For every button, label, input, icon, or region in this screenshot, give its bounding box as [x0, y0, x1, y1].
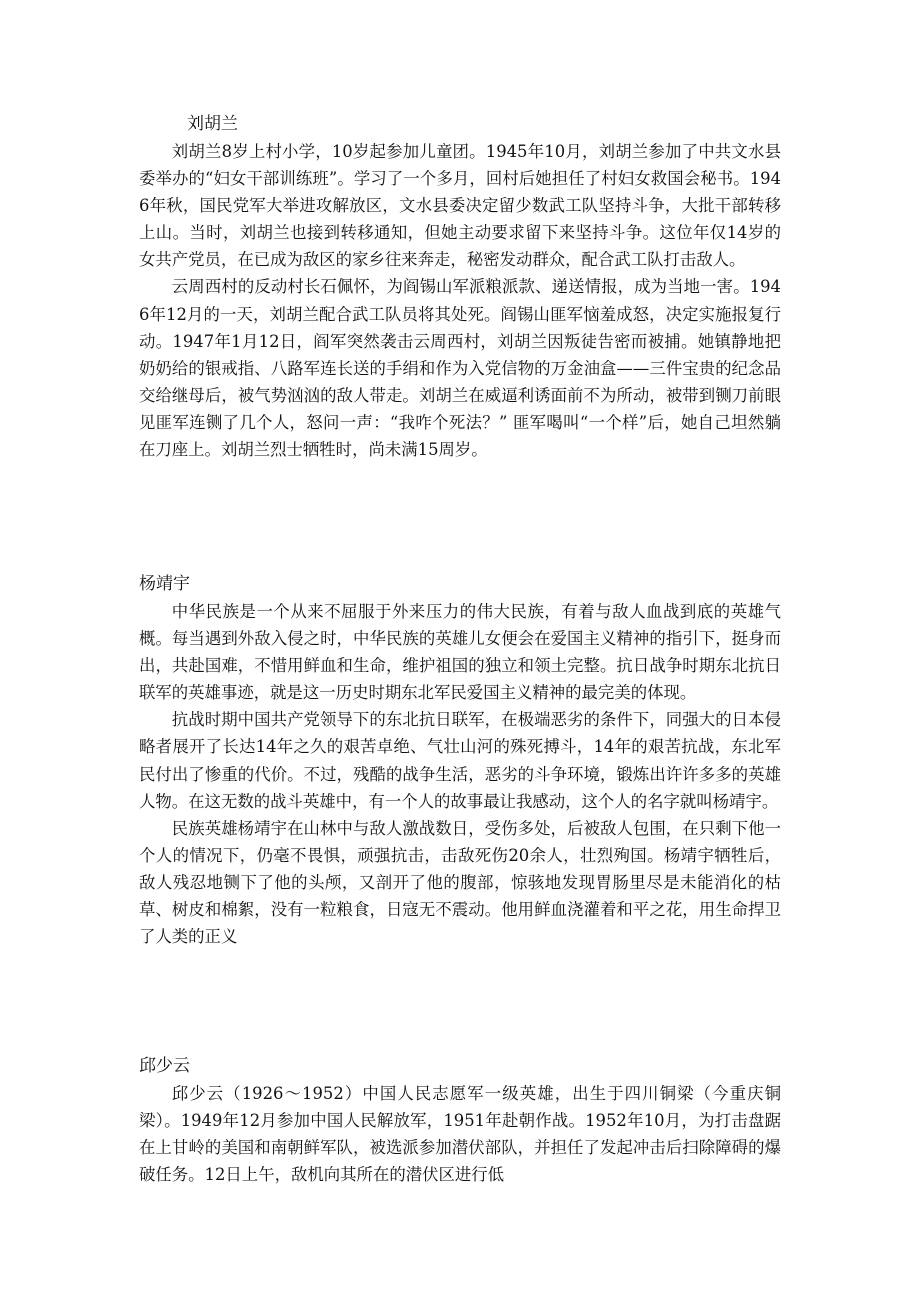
paragraph: 中华民族是一个从来不屈服于外来压力的伟大民族，有着与敌人血战到底的英雄气概。每当遇到外敌入侵之时，中华民族的英雄儿女便会在爱国主义精神的指引下，挺身而出，共赴国难，不惜用鲜血和生命，维护祖国的独立和领土完整。抗日战争时期东北抗日联军的英雄事迹，就是这一历史时期东北军民爱国主义精神的最完美的体现。	[139, 602, 781, 703]
section-liu-hulan	[139, 111, 781, 463]
paragraph: 民族英雄杨靖宇在山林中与敌人激战数日，受伤多处，后被敌人包围，在只剩下他一个人的情况下，仍毫不畏惧，顽强抗击，击敌死伤20余人，壮烈殉国。杨靖宇牺牲后，敌人残忍地铡下了他的头颅，又剖开了他的腹部，惊骇地发现胃肠里尽是未能消化的枯草、树皮和棉絮，没有一粒粮食，日寇无不震动。他用鲜血浇灌着和平之花，用生命捍卫了人类的正义	[139, 818, 781, 947]
section-qiu-shaoyun	[139, 1053, 781, 1188]
section-yang-jingyu	[139, 571, 781, 950]
paragraph: 云周西村的反动村长石佩怀，为阎锡山军派粮派款、递送情报，成为当地一害。1946年12月的一天，刘胡兰配合武工队员将其处死。阎锡山匪军恼羞成怒，决定实施报复行动。1947年1月12日，阎军突然袭击云周西村，刘胡兰因叛徒告密而被捕。她镇静地把奶奶给的银戒指、八路军连长送的手绢和作为入党信物的万金油盒——三件宝贵的纪念品交给继母后，被气势汹汹的敌人带走。刘胡兰在威逼利诱面前不为所动，被带到铡刀前眼见匪军连铡了几个人，怒问一声：“我咋个死法？” 匪军喝叫“一个样”后，她自己坦然躺在刀座上。刘胡兰烈士牺牲时，尚未满15周岁。	[139, 277, 781, 460]
paragraph: 抗战时期中国共产党领导下的东北抗日联军，在极端恶劣的条件下，同强大的日本侵略者展开了长达14年之久的艰苦卓绝、气壮山河的殊死搏斗，14年的艰苦抗战，东北军民付出了惨重的代价。不过，残酷的战争生活，恶劣的斗争环境，锻炼出许许多多的英雄人物。在这无数的战斗英雄中，有一个人的故事最让我感动，这个人的名字就叫杨靖宇。	[139, 710, 781, 811]
section-title: 邱少云	[139, 1056, 190, 1076]
paragraph: 邱少云（1926～1952）中国人民志愿军一级英雄，出生于四川铜梁（今重庆铜梁）。1949年12月参加中国人民解放军，1951年赴朝作战。1952年10月，为打击盘踞在上甘岭的美国和南朝鲜军队，被选派参加潜伏部队，并担任了发起冲击后扫除障碍的爆破任务。12日上午，敌机向其所在的潜伏区进行低	[139, 1084, 781, 1185]
section-title: 杨靖宇	[139, 574, 190, 594]
paragraph: 刘胡兰8岁上村小学，10岁起参加儿童团。1945年10月，刘胡兰参加了中共文水县委举办的“妇女干部训练班”。学习了一个多月，回村后她担任了村妇女救国会秘书。1946年秋，国民党军大举进攻解放区，文水县委决定留少数武工队坚持斗争，大批干部转移上山。当时，刘胡兰也接到转移通知，但她主动要求留下来坚持斗争。这位年仅14岁的女共产党员，在已成为敌区的家乡往来奔走，秘密发动群众，配合武工队打击敌人。	[139, 142, 781, 270]
section-title: 刘胡兰	[187, 114, 238, 134]
